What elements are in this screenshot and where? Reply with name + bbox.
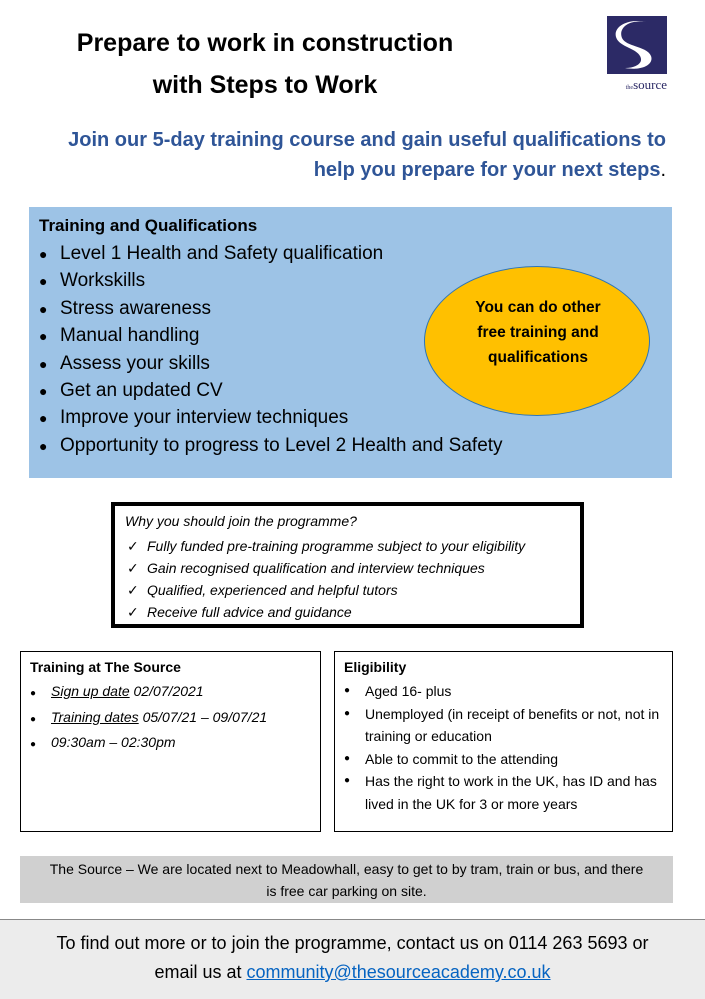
eligibility-item-text: Able to commit to the attending xyxy=(365,750,558,767)
why-item-text: Gain recognised qualification and interview techniques xyxy=(147,560,485,576)
callout-text xyxy=(445,295,631,370)
training-item-text: Opportunity to progress to Level 2 Health and Safety xyxy=(60,434,503,456)
list-item xyxy=(344,703,669,748)
intro-line-2-period: . xyxy=(660,159,666,181)
contact-email-prefix: email us at xyxy=(154,962,247,982)
contact-banner xyxy=(0,919,705,999)
training-dates-label: Training dates xyxy=(51,708,139,725)
list-item xyxy=(127,557,525,579)
bullet-icon: ● xyxy=(344,707,351,719)
callout-line-1: You can do other xyxy=(475,299,601,316)
bullet-icon: ● xyxy=(39,355,48,372)
intro-line-2-text: help you prepare for your next steps xyxy=(313,159,661,181)
bullet-icon: ● xyxy=(39,328,48,345)
list-item xyxy=(127,535,525,557)
intro-line-1: Join our 5-day training course and gain useful qualifications to xyxy=(68,129,666,151)
why-heading: Why you should join the programme? xyxy=(125,513,357,529)
list-item xyxy=(127,579,525,601)
training-item-text: Get an updated CV xyxy=(60,379,223,401)
eligibility-list xyxy=(344,680,669,815)
signup-date-value: 02/07/2021 xyxy=(129,683,204,699)
logo-wordmark-small: the xyxy=(625,85,634,91)
location-banner xyxy=(20,856,673,903)
at-source-list xyxy=(30,680,267,757)
list-item xyxy=(39,404,503,431)
checkmark-icon: ✓ xyxy=(127,582,139,598)
training-item-text: Level 1 Health and Safety qualification xyxy=(60,243,384,264)
bullet-icon: ● xyxy=(30,739,37,750)
training-item-text: Improve your interview techniques xyxy=(60,407,349,429)
logo-wordmark-main: source xyxy=(633,77,667,92)
logo-wordmark xyxy=(607,77,667,93)
list-item xyxy=(39,377,503,404)
bullet-icon: ● xyxy=(39,437,48,454)
training-dates-value: 05/07/21 – 09/07/21 xyxy=(138,708,268,725)
s-logo-icon xyxy=(607,16,667,74)
list-item xyxy=(30,680,267,706)
training-item-text: Workskills xyxy=(60,270,146,292)
bullet-icon: ● xyxy=(344,775,351,786)
intro-text xyxy=(30,125,666,185)
why-item-text: Qualified, experienced and helpful tutors xyxy=(147,582,398,598)
list-item xyxy=(30,731,267,757)
why-join-box xyxy=(111,502,584,628)
bullet-icon: ● xyxy=(39,382,48,399)
bullet-icon: ● xyxy=(39,410,48,427)
at-source-heading: Training at The Source xyxy=(30,659,181,675)
bullet-icon: ● xyxy=(39,300,48,317)
bullet-icon: ● xyxy=(39,273,48,290)
title-line-2: with Steps to Work xyxy=(152,71,378,99)
training-item-text: Stress awareness xyxy=(60,297,212,319)
list-item xyxy=(344,680,669,703)
list-item xyxy=(30,706,267,732)
page-title xyxy=(0,22,530,106)
training-item-text: Manual handling xyxy=(60,325,200,347)
bullet-icon: ● xyxy=(30,713,37,725)
bullet-icon: ● xyxy=(344,685,351,696)
training-at-source-box xyxy=(20,651,321,832)
checkmark-icon: ✓ xyxy=(127,538,139,554)
list-item xyxy=(39,432,503,459)
intro-line-2 xyxy=(30,155,666,185)
callout-line-2: free training and xyxy=(477,324,599,341)
checkmark-icon: ✓ xyxy=(127,560,139,576)
list-item xyxy=(127,601,525,623)
why-item-text: Fully funded pre-training programme subject to your eligibility xyxy=(147,538,526,554)
signup-date-label: Sign up date xyxy=(51,683,130,699)
why-item-text: Receive full advice and guidance xyxy=(147,604,352,620)
eligibility-item-text: Has the right to work in the UK, has ID and has lived in the UK for 3 or more years xyxy=(365,773,657,812)
bullet-icon: ● xyxy=(39,246,48,262)
list-item xyxy=(39,267,503,294)
location-line-2: is free car parking on site. xyxy=(266,883,427,899)
bullet-icon: ● xyxy=(30,688,37,699)
bullet-icon: ● xyxy=(344,752,351,764)
checkmark-icon: ✓ xyxy=(127,604,139,620)
source-logo xyxy=(607,16,667,91)
contact-email-link[interactable]: community@thesourceacademy.co.uk xyxy=(246,962,551,982)
eligibility-box xyxy=(334,651,673,832)
list-item xyxy=(344,770,669,815)
eligibility-item-text: Aged 16- plus xyxy=(365,683,452,699)
contact-line-2 xyxy=(0,958,705,987)
training-heading: Training and Qualifications xyxy=(39,216,258,235)
contact-line-1: To find out more or to join the programme, contact us on 0114 263 5693 or xyxy=(56,933,649,953)
training-item-text: Assess your skills xyxy=(60,352,210,374)
logo-mark xyxy=(607,16,667,74)
callout-line-3: qualifications xyxy=(488,349,588,366)
title-line-1: Prepare to work in construction xyxy=(76,29,454,57)
eligibility-heading: Eligibility xyxy=(344,659,407,675)
why-list xyxy=(127,535,525,623)
free-training-callout xyxy=(424,266,650,416)
training-time: 09:30am – 02:30pm xyxy=(51,734,176,750)
eligibility-item-text: Unemployed (in receipt of benefits or not, not in training or education xyxy=(365,705,660,744)
location-line-1: The Source – We are located next to Meadowhall, easy to get to by tram, train or bus, and there xyxy=(49,861,644,877)
list-item xyxy=(344,748,669,771)
list-item xyxy=(39,240,503,267)
